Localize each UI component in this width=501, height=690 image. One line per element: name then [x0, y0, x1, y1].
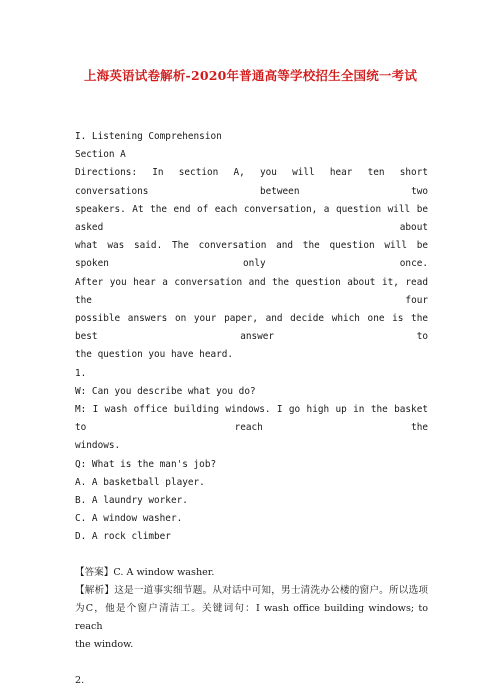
- option-b: B. A laundry worker.: [75, 495, 188, 507]
- question-number: 2.: [75, 674, 85, 686]
- part-heading: I. Listening Comprehension: [75, 131, 222, 142]
- dialogue-man: M: I wash office building windows. I go high up in the basket to reach the: [75, 404, 428, 434]
- directions-line: speakers. At the end of each conversation, a question will be asked about: [75, 203, 428, 234]
- directions-line: the question you have heard.: [75, 349, 234, 361]
- directions-line: what was said. The conversation and the question will be spoken only once.: [75, 240, 428, 270]
- document-body: [75, 128, 428, 690]
- analysis-line: 【解析】这是一道事实细节题。从对话中可知，男士清洗办公楼的窗户。所以选项: [75, 584, 428, 596]
- option-d: D. A rock climber: [75, 531, 171, 543]
- spacer: [75, 655, 428, 672]
- section-heading: Section A: [75, 149, 126, 161]
- spacer: [75, 547, 428, 564]
- question-text: Q: What is the man's job?: [75, 458, 217, 470]
- option-c: C. A window washer.: [75, 513, 183, 525]
- answer-line: 【答案】C. A window washer.: [75, 566, 215, 578]
- question-number: 1.: [75, 367, 87, 379]
- document-title: 上海英语试卷解析-2020年普通高等学校招生全国统一考试: [83, 68, 418, 83]
- analysis-line: 为C，他是个窗户清洁工。关键词句：I wash office building windows; to reach: [75, 603, 428, 633]
- dialogue-man-cont: windows.: [75, 440, 121, 452]
- dialogue-woman: W: Can you describe what you do?: [75, 385, 256, 397]
- directions-line: possible answers on your paper, and decide which one is the best answer to: [75, 313, 428, 343]
- directions-line: After you hear a conversation and the question about it, read the four: [75, 276, 428, 306]
- directions-line: Directions: In section A, you will hear ten short conversations between two: [75, 167, 428, 197]
- option-a: A. A basketball player.: [75, 476, 205, 488]
- analysis-line: the window.: [75, 639, 134, 651]
